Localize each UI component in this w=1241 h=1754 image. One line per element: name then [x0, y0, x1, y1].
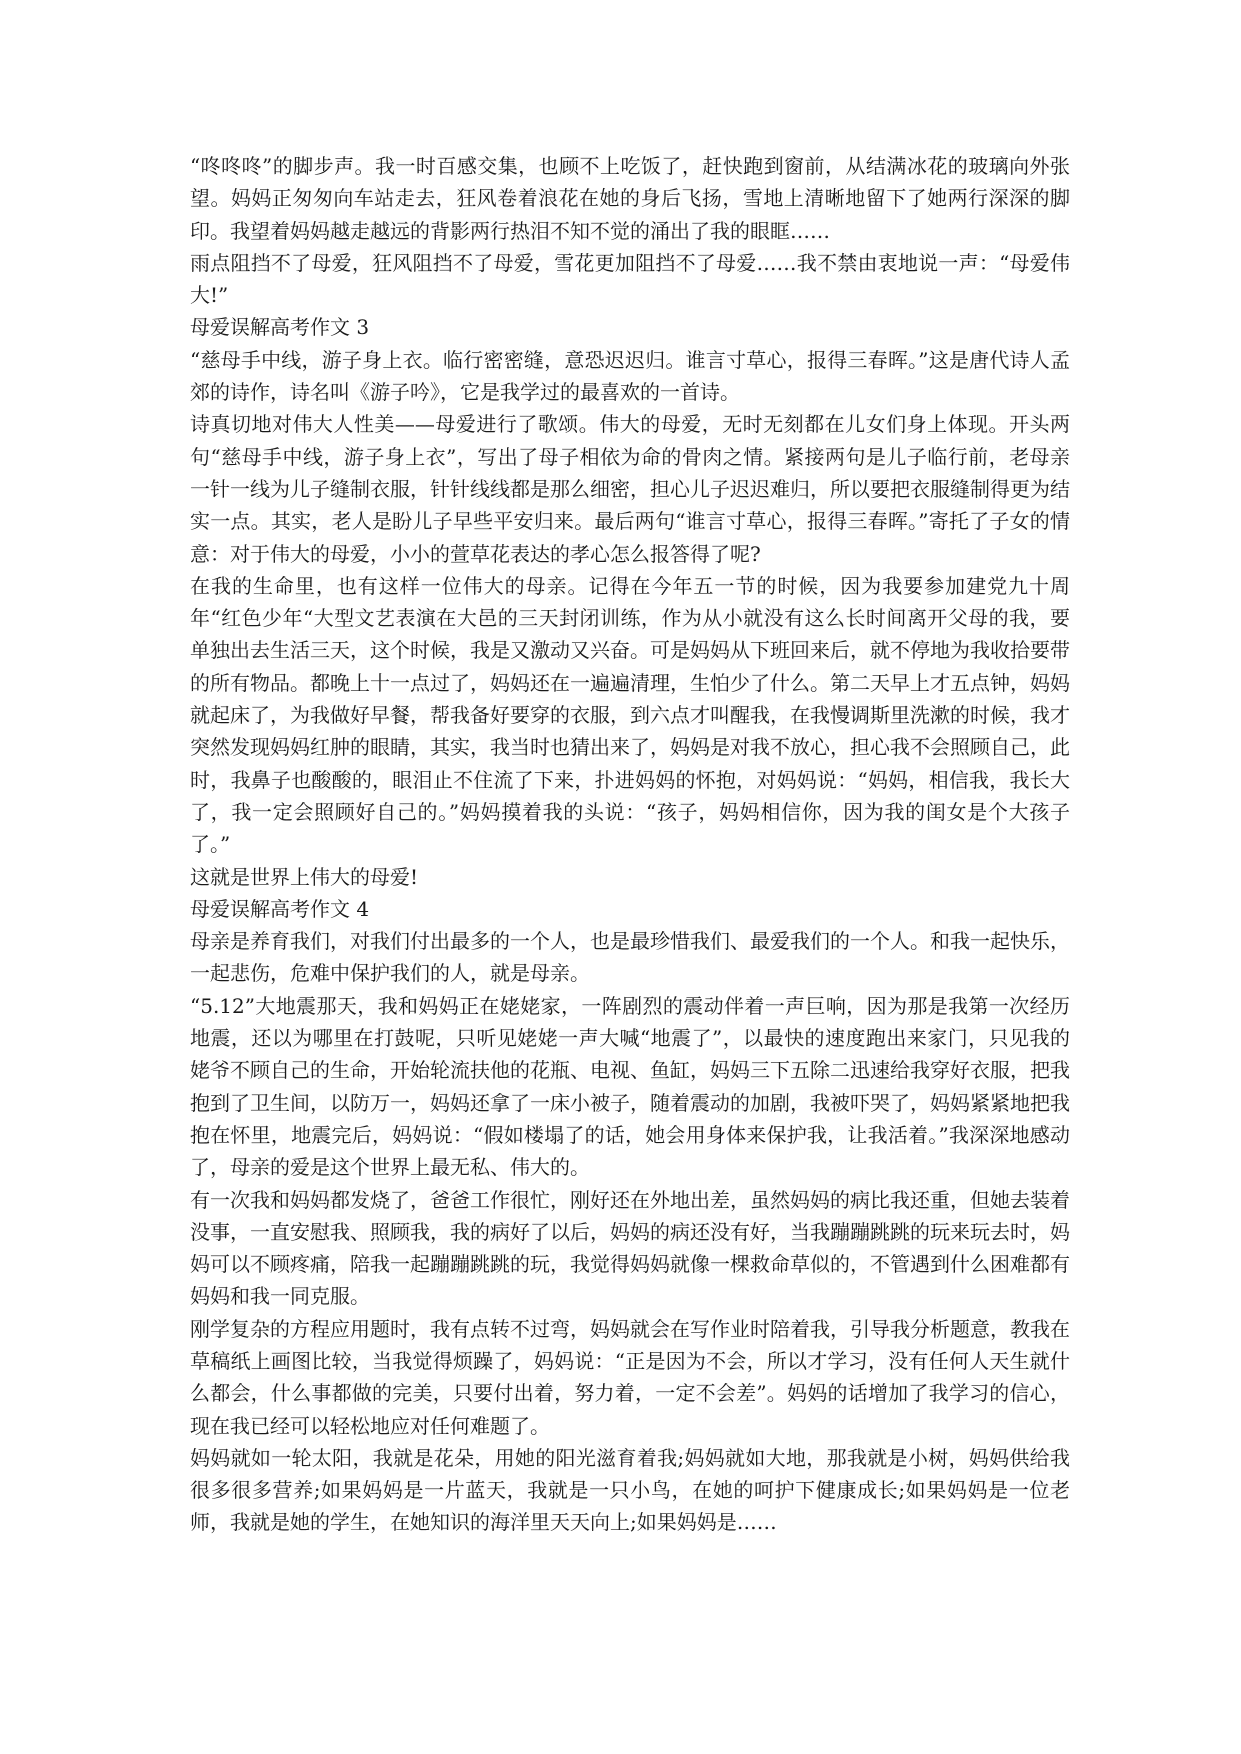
paragraph: 母亲是养育我们，对我们付出最多的一个人，也是最珍惜我们、最爱我们的一个人。和我一起快乐，一起悲伤，危难中保护我们的人，就是母亲。: [190, 929, 1070, 986]
paragraph: 在我的生命里，也有这样一位伟大的母亲。记得在今年五一节的时候，因为我要参加建党九十周年“红色少年“大型文艺表演在大邑的三天封闭训练，作为从小就没有这么长时间离开父母的我，要单独出去生活三天，这个时候，我是又激动又兴奋。可是妈妈从下班回来后，就不停地为我收拾要带的所有物品。都晚上十一点过了，妈妈还在一遍遍清理，生怕少了什么。第二天早上才五点钟，妈妈就起床了，为我做好早餐，帮我备好要穿的衣服，到六点才叫醒我，在我慢调斯里洗漱的时候，我才突然发现妈妈红肿的眼睛，其实，我当时也猜出来了，妈妈是对我不放心，担心我不会照顾自己，此时，我鼻子也酸酸的，眼泪止不住流了下来，扑进妈妈的怀抱，对妈妈说：“妈妈，相信我，我长大了，我一定会照顾好自己的。”妈妈摸着我的头说：“孩子，妈妈相信你，因为我的闺女是个大孩子了。”: [190, 573, 1070, 857]
paragraph: 刚学复杂的方程应用题时，我有点转不过弯，妈妈就会在写作业时陪着我，引导我分析题意，教我在草稿纸上画图比较，当我觉得烦躁了，妈妈说：“正是因为不会，所以才学习，没有任何人天生就什么都会，什么事都做的完美，只要付出着，努力着，一定不会差”。妈妈的话增加了我学习的信心，现在我已经可以轻松地应对任何难题了。: [190, 1316, 1070, 1438]
paragraph: 有一次我和妈妈都发烧了，爸爸工作很忙，刚好还在外地出差，虽然妈妈的病比我还重，但她去装着没事，一直安慰我、照顾我，我的病好了以后，妈妈的病还没有好，当我蹦蹦跳跳的玩来玩去时，妈妈可以不顾疼痛，陪我一起蹦蹦跳跳的玩，我觉得妈妈就像一棵救命草似的，不管遇到什么困难都有妈妈和我一同克服。: [190, 1187, 1070, 1309]
document-page: [190, 150, 1070, 1539]
paragraph: 这就是世界上伟大的母爱!: [190, 864, 419, 889]
paragraph: 诗真切地对伟大人性美——母爱进行了歌颂。伟大的母爱，无时无刻都在儿女们身上体现。开头两句“慈母手中线，游子身上衣”，写出了母子相依为命的骨肉之情。紧接两句是儿子临行前，老母亲一针一线为儿子缝制衣服，针针线线都是那么细密，担心儿子迟迟难归，所以要把衣服缝制得更为结实一点。其实，老人是盼儿子早些平安归来。最后两句“谁言寸草心，报得三春晖。”寄托了子女的情意：对于伟大的母爱，小小的萱草花表达的孝心怎么报答得了呢?: [190, 412, 1070, 566]
paragraph: 妈妈就如一轮太阳，我就是花朵，用她的阳光滋育着我;妈妈就如大地，那我就是小树，妈妈供给我很多很多营养;如果妈妈是一片蓝天，我就是一只小鸟，在她的呵护下健康成长;如果妈妈是一位老师，我就是她的学生，在她知识的海洋里天天向上;如果妈妈是……: [190, 1445, 1070, 1535]
paragraph: 雨点阻挡不了母爱，狂风阻挡不了母爱，雪花更加阻挡不了母爱……我不禁由衷地说一声：“母爱伟大!”: [190, 250, 1070, 308]
paragraph: “5.12”大地震那天，我和妈妈正在姥姥家，一阵剧烈的震动伴着一声巨响，因为那是我第一次经历地震，还以为哪里在打鼓呢，只听见姥姥一声大喊“地震了”，以最快的速度跑出来家门，只见我的姥爷不顾自己的生命，开始轮流扶他的花瓶、电视、鱼缸，妈妈三下五除二迅速给我穿好衣服，把我抱到了卫生间，以防万一，妈妈还拿了一床小被子，随着震动的加剧，我被吓哭了，妈妈紧紧地把我抱在怀里，地震完后，妈妈说：“假如楼塌了的话，她会用身体来保护我，让我活着。”我深深地感动了，母亲的爱是这个世界上最无私、伟大的。: [190, 993, 1070, 1180]
paragraph: “慈母手中线，游子身上衣。临行密密缝，意恐迟迟归。谁言寸草心，报得三春晖。”这是唐代诗人孟郊的诗作，诗名叫《游子吟》，它是我学过的最喜欢的一首诗。: [190, 347, 1070, 405]
section-heading: 母爱误解高考作文 3: [190, 315, 370, 340]
paragraph: “咚咚咚”的脚步声。我一时百感交集，也顾不上吃饭了，赶快跑到窗前，从结满冰花的玻璃向外张望。妈妈正匆匆向车站走去，狂风卷着浪花在她的身后飞扬，雪地上清晰地留下了她两行深深的脚印。我望着妈妈越走越远的背影两行热泪不知不觉的涌出了我的眼眶……: [190, 154, 1070, 243]
section-heading: 母爱误解高考作文 4: [190, 896, 370, 921]
